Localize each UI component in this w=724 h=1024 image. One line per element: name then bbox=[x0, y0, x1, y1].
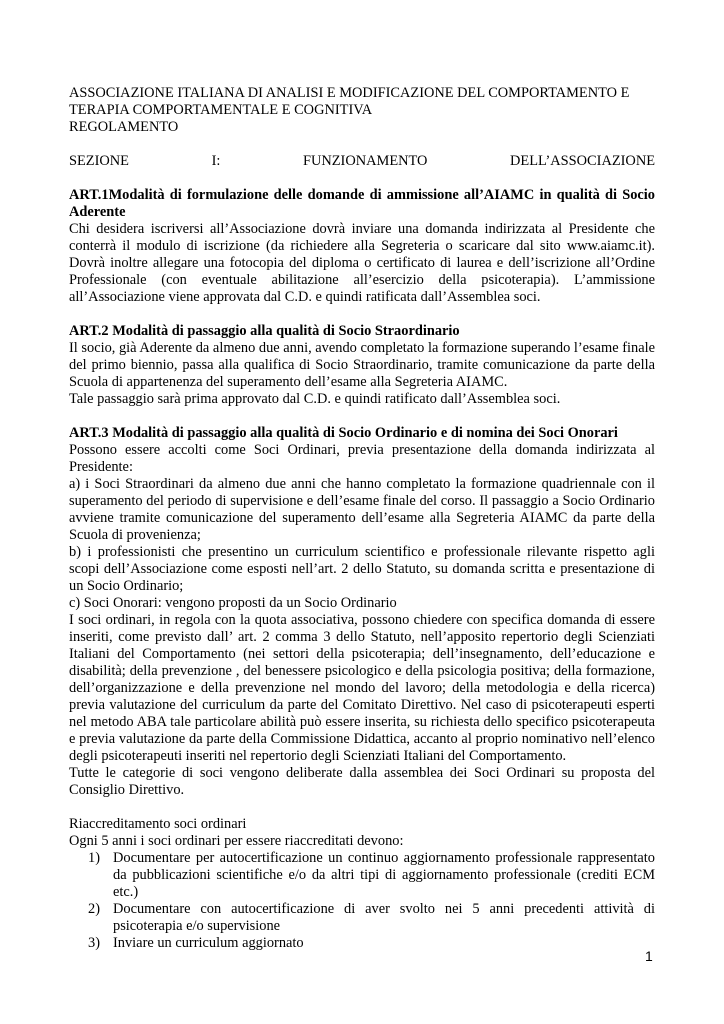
list-item bbox=[88, 850, 655, 901]
art3-item-c: c) Soci Onorari: vengono proposti da un Socio Ordinario bbox=[69, 595, 397, 611]
art1-heading: ART.1Modalità di formulazione delle domande di ammissione all’AIAMC in qualità di Socio Aderente bbox=[69, 187, 655, 220]
riaccreditamento-intro: Ogni 5 anni i soci ordinari per essere riaccreditati devono: bbox=[69, 833, 404, 849]
list-item-text: Inviare un curriculum aggiornato bbox=[113, 935, 304, 951]
art1-body: Chi desidera iscriversi all’Associazione dovrà inviare una domanda indirizzata al Presidente che conterrà il modulo di iscrizione (da richiedere alla Segreteria o scaricare dal sito www.aiamc.it). Dovrà inoltre allegare una fotocopia del diploma o certificato di laurea e dell’iscrizione all’Ordine Professionale (con eventuale abilitazione all’esercizio della psicoterapia). L’ammissione all’Associazione viene approvata dal C.D. e quindi ratificata dall’Assemblea soci. bbox=[69, 221, 655, 305]
art3-intro: Possono essere accolti come Soci Ordinari, previa presentazione della domanda indirizzata al Presidente: bbox=[69, 442, 655, 475]
art3-item-b: b) i professionisti che presentino un curriculum scientifico e professionale rilevante rispetto agli scopi dell’Associazione come esposti nell’art. 2 dello Statuto, su domanda scritta e presentazione di un Socio Ordinario; bbox=[69, 544, 655, 594]
title-line-3: REGOLAMENTO bbox=[69, 119, 179, 135]
list-item-number: 1) bbox=[88, 850, 100, 866]
riaccreditamento-title: Riaccreditamento soci ordinari bbox=[69, 816, 247, 832]
list-item bbox=[88, 901, 655, 935]
art3-categorie-paragraph: Tutte le categorie di soci vengono deliberate dalla assemblea dei Soci Ordinari su proposta del Consiglio Direttivo. bbox=[69, 765, 655, 798]
spacer bbox=[69, 799, 655, 816]
list-item-number: 3) bbox=[88, 935, 100, 951]
art2-heading: ART.2 Modalità di passaggio alla qualità di Socio Straordinario bbox=[69, 323, 460, 339]
section-word: DELL’ASSOCIAZIONE bbox=[510, 153, 655, 169]
title-line-1: ASSOCIAZIONE ITALIANA DI ANALISI E MODIFICAZIONE DEL COMPORTAMENTO E bbox=[69, 85, 630, 101]
list-item-number: 2) bbox=[88, 901, 100, 917]
art3-repertorio-paragraph: I soci ordinari, in regola con la quota associativa, possono chiedere con specifica domanda di essere inseriti, come previsto dall’ art. 2 comma 3 dello Statuto, nell’apposito repertorio degli Scienziati Italiani del Comportamento (nei settori della psicoterapia; dell’insegnamento, dell’educazione e disabilità; della prevenzione , del benessere psicologico e della psicologia positiva; della formazione, dell’organizzazione e della prevenzione nel mondo del lavoro; della metodologia e della ricerca) previa valutazione del curriculum da parte del Comitato Direttivo. Nel caso di psicoterapeuti esperti nel metodo ABA tale particolare abilità può essere inserita, su richiesta dello specifico psicoterapeuta e previa valutazione da parte della Commissione Didattica, accanto al proprio nominativo nell’elenco degli psicoterapeuti inseriti nel repertorio degli Scienziati Italiani del Comportamento. bbox=[69, 612, 655, 764]
art3-item-a: a) i Soci Straordinari da almeno due anni che hanno completato la formazione quadriennale con il superamento del periodo di supervisione e dell’esame finale del corso. Il passaggio a Socio Ordinario avviene tramite comunicazione del superamento dell’esame alla Segreteria AIAMC da parte della Scuola di provenienza; bbox=[69, 476, 655, 543]
list-item-text: Documentare con autocertificazione di aver svolto nei 5 anni precedenti attività di psicoterapia e/o supervisione bbox=[113, 901, 655, 934]
section-word: SEZIONE bbox=[69, 153, 129, 169]
spacer bbox=[69, 306, 655, 323]
spacer bbox=[69, 408, 655, 425]
title-line-2: TERAPIA COMPORTAMENTALE E COGNITIVA bbox=[69, 102, 373, 118]
art2-body-2: Tale passaggio sarà prima approvato dal C.D. e quindi ratificato dall’Assemblea soci. bbox=[69, 391, 561, 407]
list-item-text: Documentare per autocertificazione un continuo aggiornamento professionale rappresentato da pubblicazioni scientifiche e/o da altri tipi di aggiornamento professionale (crediti ECM etc.) bbox=[113, 850, 655, 900]
page-number: 1 bbox=[645, 948, 653, 964]
document-page bbox=[69, 85, 655, 952]
section-word: FUNZIONAMENTO bbox=[302, 153, 428, 169]
art2-body: Il socio, già Aderente da almeno due anni, avendo completato la formazione superando l’esame finale del primo biennio, passa alla qualifica di Socio Straordinario, tramite comunicazione da parte della Scuola di appartenenza del superamento dell’esame alla Segreteria AIAMC. bbox=[69, 340, 655, 390]
list-item bbox=[88, 935, 655, 952]
riaccreditamento-list bbox=[69, 850, 655, 952]
spacer bbox=[69, 170, 655, 187]
spacer bbox=[69, 136, 655, 153]
section-heading bbox=[69, 153, 655, 170]
section-word: I: bbox=[211, 153, 221, 169]
art3-heading: ART.3 Modalità di passaggio alla qualità di Socio Ordinario e di nomina dei Soci Onorari bbox=[69, 425, 618, 441]
